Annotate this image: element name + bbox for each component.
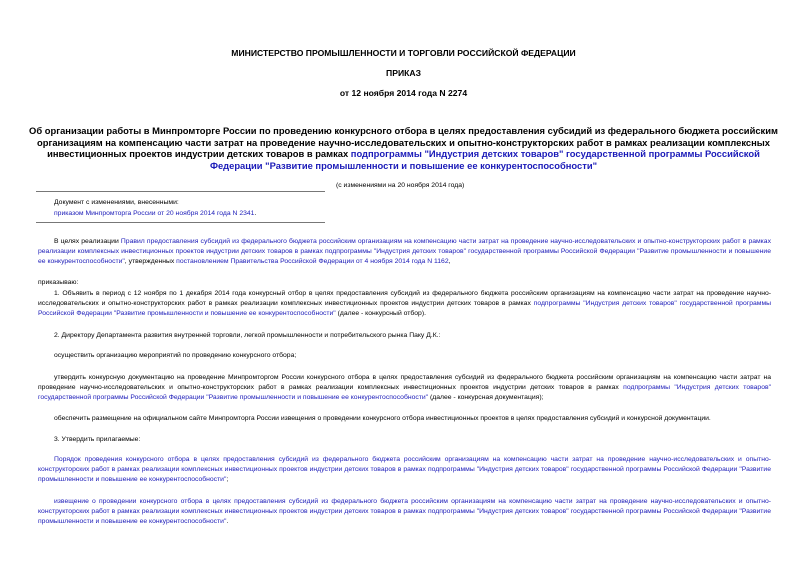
doc-type-heading: ПРИКАЗ [386,68,421,78]
amendments-box [54,197,256,219]
paragraph-5: осуществить организацию мероприятий по проведению конкурсного отбора; [54,352,297,359]
paragraph-8: 3. Утвердить прилагаемые: [54,436,141,443]
paragraph-1 [38,237,771,268]
divider-top [36,191,325,192]
paragraph-6 [38,373,771,404]
amendments-label: Документ с изменениями, внесенными: [54,199,179,206]
p9-text-b: ; [226,476,229,484]
p1-text-a: В целях реализации [54,238,121,245]
title-text: Об организации работы в Минпромторге России по проведению конкурсного отбора в целях предоставления субсидий из федерального бюджета российским организациям на компенсацию части затрат на проведение научно-исследовательских и опытно-конструкторских работ в рамках реализации комплексных инвестиционных проектов индустрии детских товаров в рамках [29,125,778,160]
date-number-heading: от 12 ноября 2014 года N 2274 [339,88,468,98]
paragraph-3 [38,289,771,320]
p3-text-b: (далее - конкурсный отбор). [335,310,426,318]
subprogram-link-2[interactable]: подпрограммы "Индустрия детских товаров" государственной программы Российской Федерации "Развитие промышленности и повышение ее конкурентоспособности" [38,384,771,402]
procedure-link[interactable]: Порядок проведения конкурсного отбора в целях предоставления субсидий из федерального бюджета российским организациям на компенсацию части затрат на проведение научно-исследовательских и опытно-конструкторских работ в рамках реализации комплексных инвестиционных проектов индустрии детских товаров в рамках подпрограммы "Индустрия детских товаров" государственной программы Российской Федерации "Развитие промышленности и повышение ее конкурентоспособности" [38,456,771,484]
subprogram-link-1[interactable]: подпрограммы "Индустрия детских товаров" государственной программы Российской Федерации "Развитие промышленности и повышение ее конкурентоспособности" [38,300,772,318]
divider-bottom [36,222,325,223]
p6-text-a: утвердить конкурсную документацию на проведение Минпромторгом России конкурсного отбора в целях предоставления субсидий из федерального бюджета российским организациям на компенсацию части затрат на проведение научно-исследовательских и опытно-конструкторских работ в рамках реализации комплексных инвестиционных проектов индустрии детских товаров в рамках [38,374,771,392]
amendment-tail: . [254,210,257,217]
paragraph-9 [38,455,771,486]
paragraph-4: 2. Директору Департамента развития внутренней торговли, легкой промышленности и потребительского рынка Паку Д.К.: [54,332,441,339]
government-decree-link[interactable]: постановлением Правительства Российской Федерации от 4 ноября 2014 года N 1162 [176,258,449,266]
p6-text-b: (далее - конкурсная документация); [428,394,544,402]
p3-text-a: 1. Объявить в период с 12 ноября по 1 декабря 2014 года конкурсный отбор в целях предоставления субсидий из федерального бюджета российским организациям на компенсацию части затрат на проведение научно-исследовательских и опытно-конструкторских работ в рамках реализации комплексных инвестиционных проектов индустрии детских товаров в рамках [38,290,771,308]
notice-link[interactable]: извещение о проведении конкурсного отбора в целях предоставления субсидий из федерального бюджета российским организациям на компенсацию части затрат на проведение научно-исследовательских и опытно-конструкторских работ в рамках реализации комплексных инвестиционных проектов индустрии детских товаров в рамках подпрограммы "Индустрия детских товаров" государственной программы Российской Федерации "Развитие промышленности и повышение ее конкурентоспособности" [38,498,771,526]
paragraph-10 [38,497,771,528]
paragraph-2: приказываю: [38,279,79,286]
rules-link[interactable]: Правил предоставления субсидий из федерального бюджета российским организациям на компенсацию части затрат на проведение научно-исследовательских и опытно-конструкторских работ в рамках реализации комплексных инвестиционных проектов индустрии детских товаров в рамках подпрограммы "Индустрия детских товаров" государственной программы Российской Федерации "Развитие промышленности и повышение ее конкурентоспособности" [38,238,771,266]
revision-note: (с изменениями на 20 ноября 2014 года) [336,182,465,189]
amendment-order-link[interactable]: приказом Минпромторга России от 20 ноября 2014 года N 2341 [54,210,255,217]
paragraph-7: обеспечить размещение на официальном сайте Минпромторга России извещения о проведении конкурсного отбора инвестиционных проектов в целях предоставления субсидий и конкурсной документации. [54,415,711,422]
p1-text-c: , [448,258,451,266]
title-program-link[interactable]: подпрограммы "Индустрия детских товаров" государственной программы Российской Федерации "Развитие промышленности и повышение ее конкурентоспособности" [209,148,760,171]
p10-text-b: . [226,518,229,526]
document-title [20,125,787,171]
ministry-heading: МИНИСТЕРСТВО ПРОМЫШЛЕННОСТИ И ТОРГОВЛИ РОССИЙСКОЙ ФЕДЕРАЦИИ [231,48,576,58]
p1-text-b: , утвержденных [124,258,177,266]
